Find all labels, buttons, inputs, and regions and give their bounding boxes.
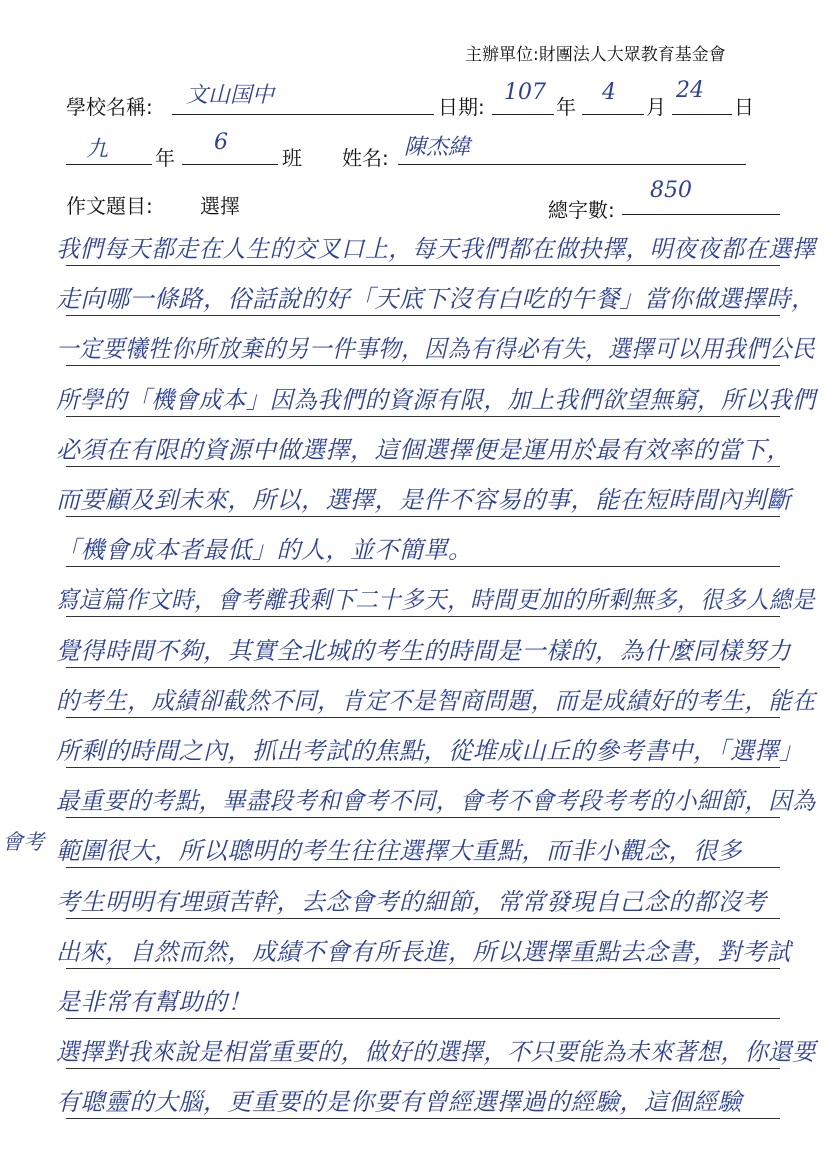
grade-label: 年 [155,146,175,170]
essay-rule-line [66,566,780,567]
class-label: 班 [282,146,302,170]
name-blank [398,164,746,165]
essay-line: 一定要犧牲你所放棄的另一件事物，因為有得必有失，選擇可以用我們公民 [56,335,816,363]
count-label: 總字數: [548,198,615,222]
essay-rule-line [66,416,780,417]
essay-line: 而要顧及到未來，所以，選擇，是件不容易的事，能在短時間內判斷 [56,486,791,514]
essay-line: 我們每天都走在人生的交叉口上，每天我們都在做抉擇，明夜夜都在選擇 [56,235,816,263]
day-value: 24 [676,78,704,103]
essay-line: 覺得時間不夠，其實全北城的考生的時間是一樣的，為什麼同樣努力 [56,637,791,665]
day-label: 日 [734,95,754,119]
essay-line: 寫這篇作文時，會考離我剩下二十多天，時間更加的所剩無多，很多人總是 [56,586,816,614]
grade-value: 九 [86,137,109,162]
essay-rule-line [66,767,780,768]
essay-line: 所學的「機會成本」因為我們的資源有限，加上我們欲望無窮，所以我們 [56,386,816,414]
school-value: 文山国中 [186,83,275,108]
essay-line: 考生明明有埋頭苦幹，去念會考的細節，常常發現自己念的都沒考 [56,888,767,916]
essay-line: 範圍很大，所以聰明的考生往往選擇大重點，而非小觀念，很多 [56,837,742,865]
essay-rule-line [66,968,780,969]
essay-rule-line [66,1068,780,1069]
class-value: 6 [214,130,228,155]
essay-rule-line [66,365,780,366]
essay-rule-line [66,817,780,818]
school-label: 學校名稱: [66,95,153,119]
topic-label: 作文題目: [66,194,153,218]
year-label: 年 [556,95,576,119]
essay-line: 出來，自然而然，成績不會有所長進，所以選擇重點去念書，對考試 [56,938,791,966]
month-blank [582,114,644,115]
essay-rule-line [66,516,780,517]
essay-rule-line [66,667,780,668]
month-value: 4 [602,80,616,105]
day-blank [672,114,732,115]
essay-rule-line [66,918,780,919]
count-blank [622,214,780,215]
margin-note: 會考 [2,830,44,854]
sponsor-text: 主辦單位:財團法人大眾教育基金會 [465,45,726,65]
month-label: 月 [646,95,666,119]
essay-rule-line [66,717,780,718]
essay-rule-line [66,265,780,266]
essay-line: 所剩的時間之內，抓出考試的焦點，從堆成山丘的參考書中，「選擇」 [56,737,804,765]
essay-rule-line [66,1018,780,1019]
date-label: 日期: [438,95,485,119]
essay-rule-line [66,466,780,467]
school-blank [172,114,434,115]
name-label: 姓名: [342,146,389,170]
year-value: 107 [504,80,546,105]
essay-line: 的考生，成績卻截然不同，肯定不是智商問題，而是成績好的考生，能在 [56,687,816,715]
essay-line: 是非常有幫助的！ [56,988,252,1016]
essay-rule-line [66,1118,780,1119]
essay-line: 有聰靈的大腦，更重要的是你要有曾經選擇過的經驗，這個經驗 [56,1088,742,1116]
essay-rule-line [66,315,780,316]
essay-line: 必須在有限的資源中做選擇，這個選擇便是運用於最有效率的當下， [56,436,791,464]
year-blank [492,114,554,115]
name-value: 陳杰緯 [404,135,471,160]
topic-value: 選擇 [200,194,240,218]
essay-rule-line [66,616,780,617]
essay-line: 「機會成本者最低」的人，並不簡單。 [56,536,473,564]
essay-line: 選擇對我來說是相當重要的，做好的選擇，不只要能為未來著想，你還要 [56,1038,816,1066]
essay-line: 走向哪一條路，俗話說的好「天底下沒有白吃的午餐」當你做選擇時， [56,285,816,313]
essay-line: 最重要的考點，畢盡段考和會考不同，會考不會考段考考的小細節，因為 [56,787,816,815]
grade-blank [66,164,152,165]
class-blank [182,164,278,165]
essay-rule-line [66,867,780,868]
count-value: 850 [650,178,692,203]
